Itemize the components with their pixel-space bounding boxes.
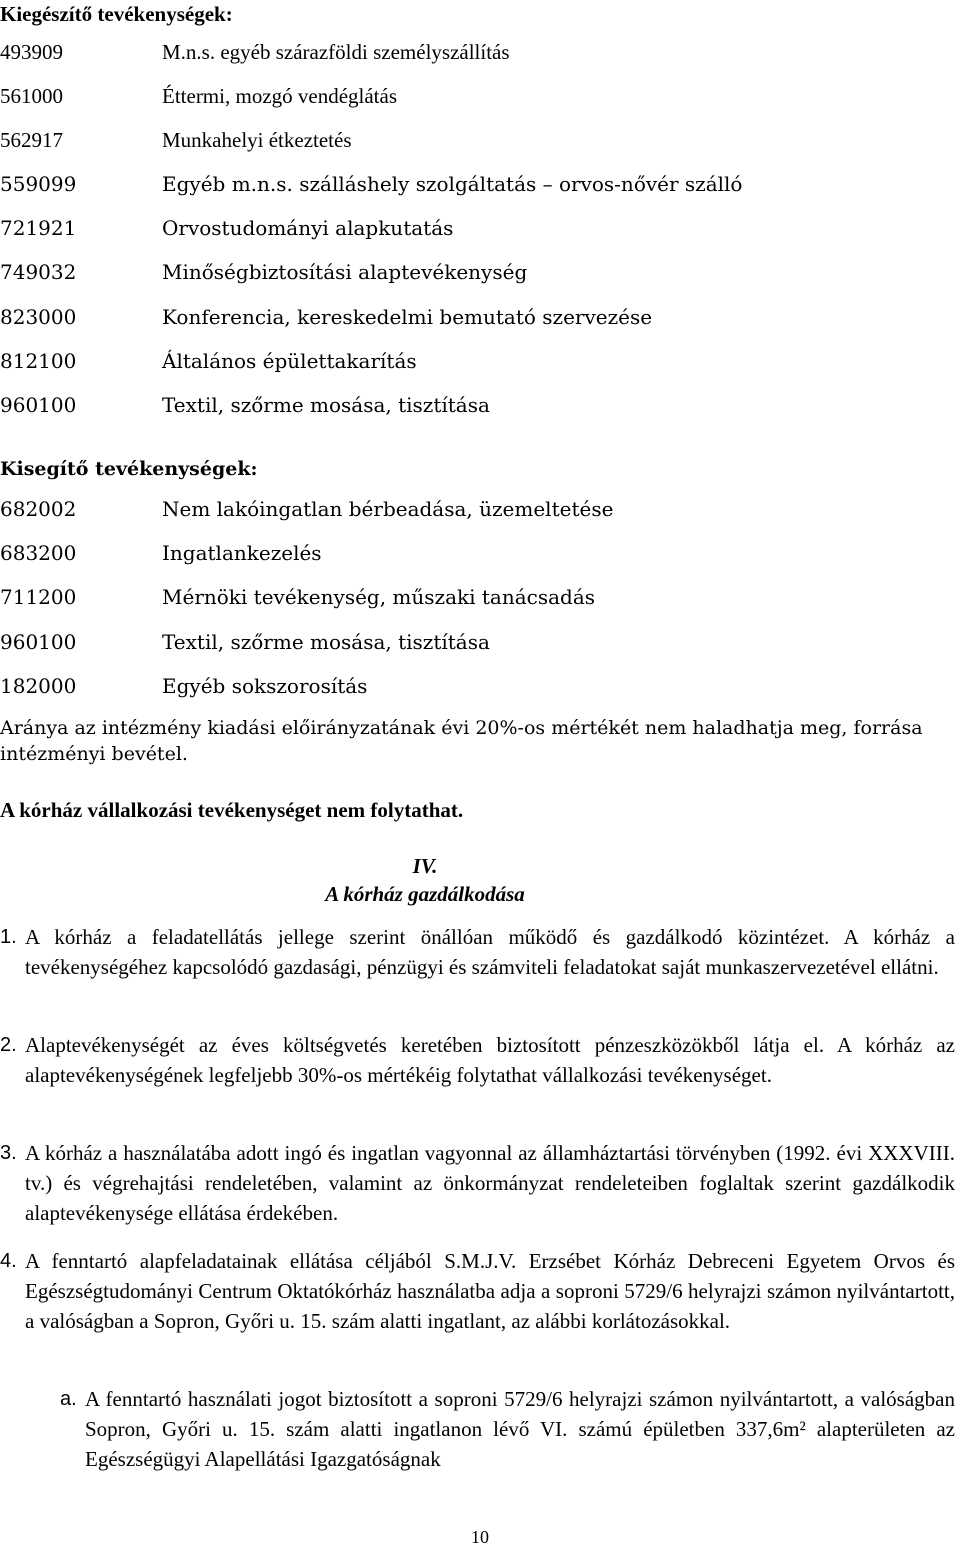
item-number: 3. bbox=[0, 1142, 17, 1164]
lettered-item bbox=[60, 1384, 955, 1474]
activity-desc: Nem lakóingatlan bérbeadása, üzemeltetése bbox=[162, 497, 614, 521]
activity-desc: Textil, szőrme mosása, tisztítása bbox=[162, 393, 490, 417]
activity-code: 812100 bbox=[0, 349, 77, 373]
numbered-item bbox=[0, 1030, 955, 1090]
chapter-title: A kórház gazdálkodása bbox=[325, 882, 525, 906]
activity-desc: Mérnöki tevékenység, műszaki tanácsadás bbox=[162, 585, 596, 609]
activity-desc: Egyéb sokszorosítás bbox=[162, 674, 368, 698]
activity-desc: Egyéb m.n.s. szálláshely szolgáltatás – orvos-nővér szálló bbox=[162, 172, 743, 196]
page-number: 10 bbox=[471, 1527, 489, 1547]
activity-row bbox=[0, 349, 960, 379]
activity-row bbox=[0, 674, 960, 704]
activity-code: 683200 bbox=[0, 541, 77, 565]
numbered-item bbox=[0, 1246, 955, 1336]
activity-row bbox=[0, 84, 960, 114]
activity-desc: Munkahelyi étkeztetés bbox=[162, 128, 352, 152]
activity-code: 823000 bbox=[0, 305, 77, 329]
activity-row bbox=[0, 541, 960, 571]
item-text: A fenntartó használati jogot biztosított a soproni 5729/6 helyrajzi számon nyilvántartott, a valóságban Sopron, Győri u. 15. szám alatti ingatlanon lévő VI. számú épületben 337,6m² alapterületen az Egészségügyi Alapellátási Igazgatóságnak bbox=[85, 1387, 955, 1471]
activity-code: 721921 bbox=[0, 216, 77, 240]
activity-row bbox=[0, 216, 960, 246]
activity-desc: Általános épülettakarítás bbox=[162, 349, 417, 373]
numbered-item bbox=[0, 1138, 955, 1228]
activity-desc: Éttermi, mozgó vendéglátás bbox=[162, 84, 398, 108]
activity-desc: Textil, szőrme mosása, tisztítása bbox=[162, 630, 490, 654]
activity-code: 562917 bbox=[0, 128, 63, 152]
activity-row bbox=[0, 393, 960, 423]
activity-code: 493909 bbox=[0, 40, 63, 64]
chapter-number: IV. bbox=[412, 854, 438, 878]
activity-desc: Orvostudományi alapkutatás bbox=[162, 216, 454, 240]
section-heading-kiegeszito: Kiegészítő tevékenységek: bbox=[0, 2, 233, 26]
aranya-paragraph: Aránya az intézmény kiadási előirányzatának évi 20%-os mértékét nem haladhatja meg, forrása intézményi bevétel. bbox=[0, 717, 923, 765]
activity-row bbox=[0, 128, 960, 158]
section-heading-kisegito: Kisegítő tevékenységek: bbox=[0, 458, 258, 480]
activity-code: 559099 bbox=[0, 172, 77, 196]
activity-desc: Ingatlankezelés bbox=[162, 541, 322, 565]
activity-code: 182000 bbox=[0, 674, 77, 698]
numbered-item bbox=[0, 922, 955, 982]
item-text: A kórház a használatába adott ingó és ingatlan vagyonnal az államháztartási törvényben (1992. évi XXXVIII. tv.) és végrehajtási rendeletében, valamint az önkormányzat rendeleteiben foglaltak szerint gazdálkodik alaptevékenysége ellátása érdekében. bbox=[25, 1141, 955, 1225]
item-text: A kórház a feladatellátás jellege szerint önállóan működő és gazdálkodó közintézet. A kórház a tevékenységéhez kapcsolódó gazdasági, pénzügyi és számviteli feladatokat saját munkaszervezetével ellátni. bbox=[25, 925, 955, 979]
activity-code: 960100 bbox=[0, 393, 77, 417]
item-number: 1. bbox=[0, 926, 17, 948]
activity-row bbox=[0, 260, 960, 290]
activity-row bbox=[0, 585, 960, 615]
activity-row bbox=[0, 497, 960, 527]
activity-row bbox=[0, 172, 960, 202]
activity-code: 960100 bbox=[0, 630, 77, 654]
item-number: 4. bbox=[0, 1250, 17, 1272]
activity-desc: M.n.s. egyéb szárazföldi személyszállítás bbox=[162, 40, 510, 64]
activity-code: 682002 bbox=[0, 497, 77, 521]
activity-code: 561000 bbox=[0, 84, 63, 108]
item-text: Alaptevékenységét az éves költségvetés keretében biztosított pénzeszközökből látja el. A kórház az alaptevékenységének legfeljebb 30%-os mértékéig folytathat vállalkozási tevékenységet. bbox=[25, 1033, 955, 1087]
item-text: A fenntartó alapfeladatainak ellátása céljából S.M.J.V. Erzsébet Kórház Debreceni Egyetem Orvos és Egészségtudományi Centrum Oktatókórház használatba adja a soproni 5729/6 helyrajzi számon nyilvántartott, a valóságban a Sopron, Győri u. 15. szám alatti ingatlant, az alábbi korlátozásokkal. bbox=[25, 1249, 955, 1333]
item-letter: a. bbox=[60, 1388, 77, 1410]
activity-row bbox=[0, 305, 960, 335]
activity-desc: Minőségbiztosítási alaptevékenység bbox=[162, 260, 528, 284]
activity-row bbox=[0, 630, 960, 660]
vallalkozasi-statement: A kórház vállalkozási tevékenységet nem folytathat. bbox=[0, 798, 464, 822]
activity-row bbox=[0, 40, 960, 70]
activity-code: 711200 bbox=[0, 585, 77, 609]
activity-desc: Konferencia, kereskedelmi bemutató szervezése bbox=[162, 305, 653, 329]
item-number: 2. bbox=[0, 1034, 17, 1056]
activity-code: 749032 bbox=[0, 260, 77, 284]
